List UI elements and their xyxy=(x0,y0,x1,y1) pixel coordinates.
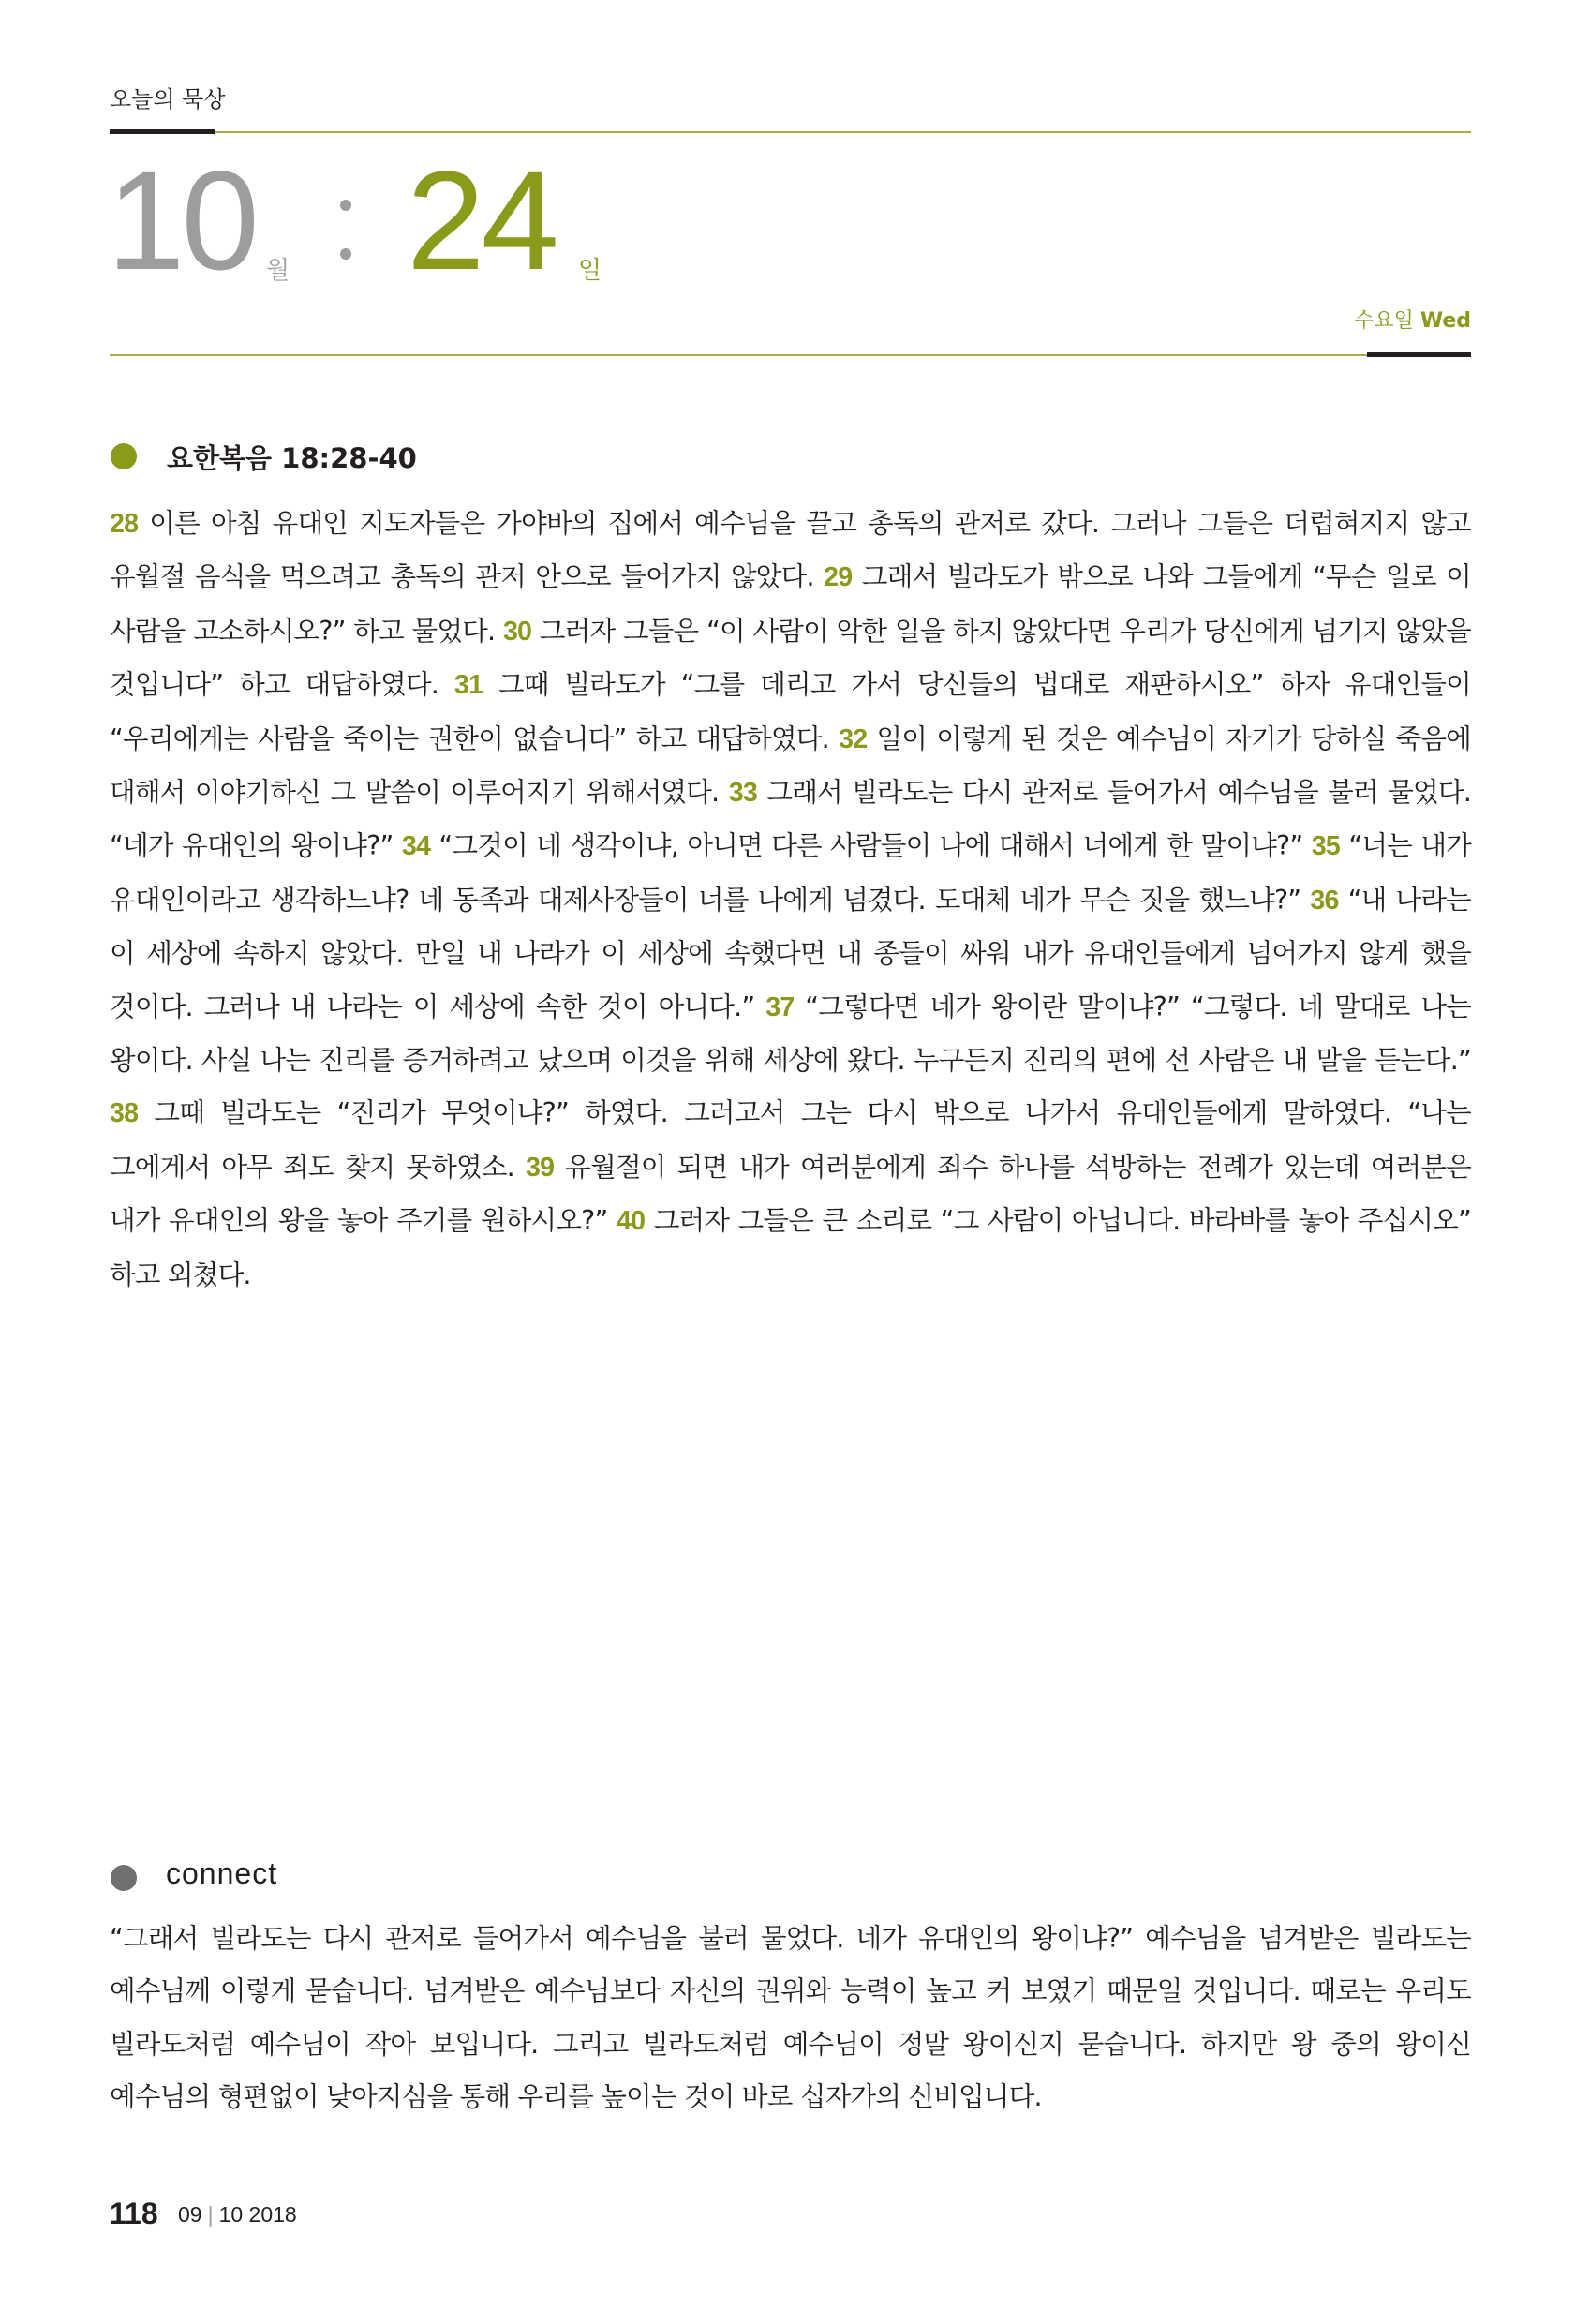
verse-text: 그러자 그들은 “이 사람이 악한 일을 하지 않았다면 우리가 당신에게 넘기지 않았을 것입니다” 하고 대답하였다. xyxy=(110,614,1471,701)
verse-text: “그것이 네 생각이냐, 아니면 다른 사람들이 나에 대해서 너에게 한 말이냐?” xyxy=(430,829,1312,862)
connect-title: connect xyxy=(166,1856,278,1890)
verse-number: 40 xyxy=(617,1206,646,1237)
verse-text: 이른 아침 유대인 지도자들은 가야바의 집에서 예수님을 끌고 총독의 관저로 갔다. 그러나 그들은 더럽혀지지 않고 유월절 음식을 먹으려고 총독의 관저 안으로 들어가지 않았다. xyxy=(110,507,1471,593)
verse-text: “너는 내가 유대인이라고 생각하느냐? 네 동족과 대제사장들이 너를 나에게 넘겼다. 도대체 네가 무슨 짓을 했느냐?” xyxy=(110,829,1471,916)
weekday-english: Wed xyxy=(1419,309,1471,333)
verse-text: “그렇다면 네가 왕이란 말이냐?” “그렇다. 네 말대로 나는 왕이다. 사실 나는 진리를 증거하려고 났으며 이것을 위해 세상에 왔다. 누구든지 진리의 편에 선 사람은 내 말을 듣는다.” xyxy=(110,990,1471,1077)
date-divider xyxy=(110,354,1471,356)
verse-number: 28 xyxy=(110,509,139,539)
verse-number: 36 xyxy=(1310,885,1339,916)
verse-number: 32 xyxy=(839,723,868,754)
date-month-unit: 월 xyxy=(266,257,290,285)
header-divider xyxy=(110,131,1471,133)
issue-info xyxy=(178,2202,297,2227)
header-divider-accent xyxy=(110,129,215,134)
verse-text: 그래서 빌라도는 다시 관저로 들어가서 예수님을 불러 물었다. “네가 유대인의 왕이냐?” xyxy=(110,776,1471,862)
verse-number: 33 xyxy=(728,778,757,809)
verse-text: 그러자 그들은 큰 소리로 “그 사람이 아닙니다. 바라바를 놓아 주십시오” 하고 외쳤다. xyxy=(110,1204,1472,1290)
connect-bullet-icon xyxy=(111,1865,137,1891)
issue-month: 09 xyxy=(178,2202,202,2227)
verse-number: 34 xyxy=(401,831,431,862)
date-month: 10 xyxy=(107,142,256,299)
section-label: 오늘의 묵상 xyxy=(110,86,226,112)
verse-text: 그때 빌라도가 “그를 데리고 가서 당신들의 법대로 재판하시오” 하자 유대인들이 “우리에게는 사람을 죽이는 권한이 없습니다” 하고 대답하였다. xyxy=(110,668,1471,754)
verse-text: 일이 이렇게 된 것은 예수님이 자기가 당하실 죽음에 대해서 이야기하신 그 말씀이 이루어지기 위해서였다. xyxy=(110,722,1471,809)
verse-text: 그래서 빌라도가 밖으로 나와 그들에게 “무슨 일로 이 사람을 고소하시오?” 하고 물었다. xyxy=(110,560,1471,647)
weekday-korean: 수요일 xyxy=(1354,309,1414,333)
verse-text: “내 나라는 이 세상에 속하지 않았다. 만일 내 나라가 이 세상에 속했다면 내 종들이 싸워 내가 유대인들에게 넘어가지 않게 했을 것이다. 그러나 내 나라는 이 세상에 속한 것이 아니다.” xyxy=(110,883,1471,1022)
verse-number: 37 xyxy=(765,991,795,1022)
verse-number: 31 xyxy=(453,670,483,701)
passage-bullet-icon xyxy=(111,443,137,469)
verse-text: 유월절이 되면 내가 여러분에게 죄수 하나를 석방하는 전례가 있는데 여러분은 내가 유대인의 왕을 놓아 주기를 원하시오?” xyxy=(110,1150,1471,1237)
verse-number: 29 xyxy=(824,562,853,593)
connect-text: “그래서 빌라도는 다시 관저로 들어가서 예수님을 불러 물었다. 네가 유대인의 왕이냐?” 예수님을 넘겨받은 빌라도는 예수님께 이렇게 묻습니다. 넘겨받은 예수님보다 자신의 권위와 능력이 높고 커 보였기 때문일 것입니다. 때로는 우리도 빌라도처럼 예수님이 작아 보입니다. 그리고 빌라도처럼 예수님이 정말 왕이신지 묻습니다. 하지만 왕 중의 왕이신 예수님의 형편없이 낮아지심을 통해 우리를 높이는 것이 바로 십자가의 신비입니다. xyxy=(110,1922,1471,2113)
issue-year: 10 2018 xyxy=(218,2202,297,2227)
verse-number: 30 xyxy=(502,616,532,647)
date-separator xyxy=(335,192,358,269)
issue-separator: | xyxy=(207,2202,214,2227)
date-day: 24 xyxy=(407,142,556,299)
scripture-passage xyxy=(110,497,1471,1301)
page-number: 118 xyxy=(110,2197,158,2230)
date-day-unit: 일 xyxy=(578,257,602,285)
verse-text: 그때 빌라도는 “진리가 무엇이냐?” 하였다. 그러고서 그는 다시 밖으로 나가서 유대인들에게 말하였다. “나는 그에게서 아무 죄도 찾지 못하였소. xyxy=(110,1096,1471,1183)
date-divider-accent xyxy=(1367,352,1471,357)
weekday-label xyxy=(1354,305,1471,334)
verse-number: 39 xyxy=(526,1152,555,1183)
passage-reference: 요한복음 18:28-40 xyxy=(167,442,417,474)
verse-number: 38 xyxy=(110,1098,139,1129)
verse-number: 35 xyxy=(1311,831,1340,862)
